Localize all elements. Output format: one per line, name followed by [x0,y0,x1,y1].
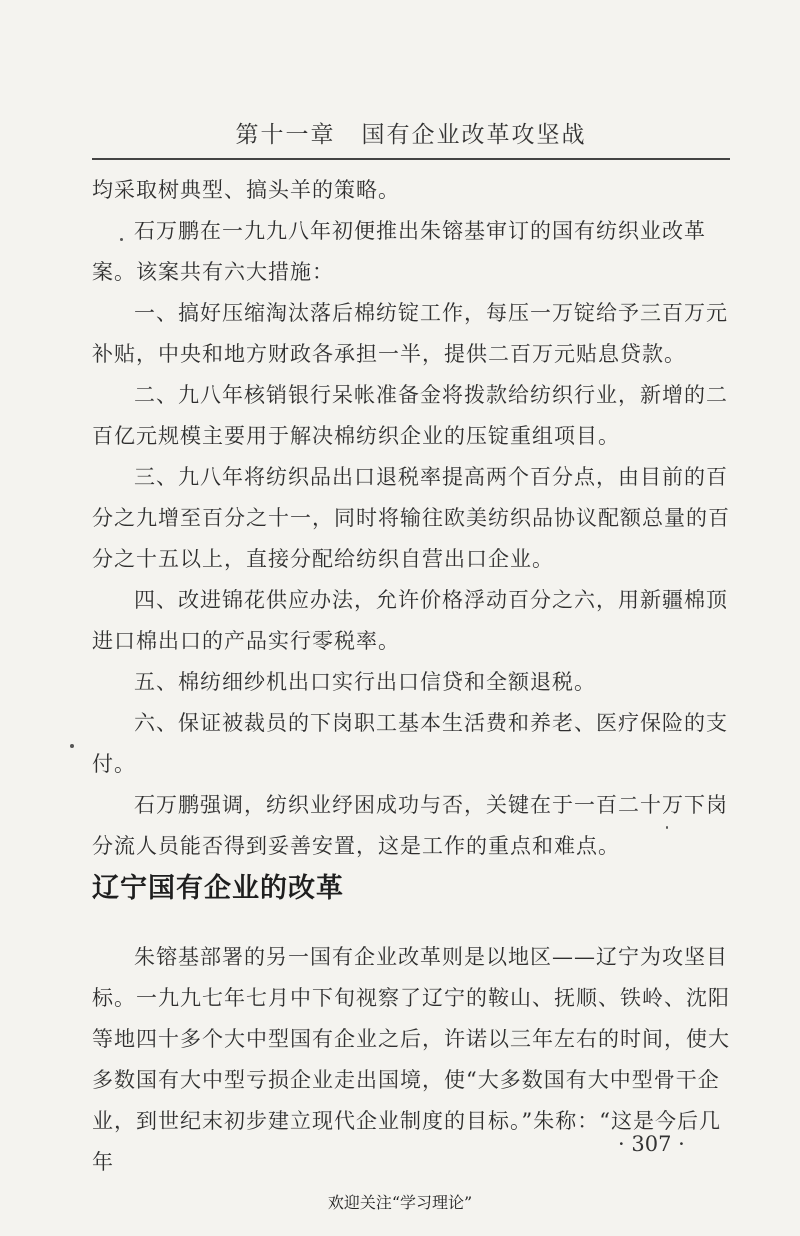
section-heading: 辽宁国有企业的改革 [92,873,344,904]
paragraph-measure-3: 三、九八年将纺织品出口退税率提高两个百分点，由目前的百分之九增至百分之十一，同时将输往欧美纺织品协议配额总量的百分之十五以上，直接分配给纺织自营出口企业。 [92,465,730,571]
header-rule [92,158,730,160]
body-text-top [92,170,732,867]
paragraph-measure-2: 二、九八年核销银行呆帐准备金将拨款给纺织行业，新增的二百亿元规模主要用于解决棉纺织企业的压锭重组项目。 [92,383,728,448]
footer-note: 欢迎关注“学习理论” [327,1193,473,1212]
paragraph-measure-6: 六、保证被裁员的下岗职工基本生活费和养老、医疗保险的支付。 [92,711,728,776]
paragraph: 石万鹏强调，纺织业纾困成功与否，关键在于一百二十万下岗分流人员能否得到妥善安置，这是工作的重点和难点。 [92,793,728,858]
paragraph-measure-4: 四、改进锦花供应办法，允许价格浮动百分之六，用新疆棉顶进口棉出口的产品实行零税率。 [92,588,728,653]
paragraph-measure-5: 五、棉纺细纱机出口实行出口信贷和全额退税。 [134,670,596,694]
paragraph-measure-1: 一、搞好压缩淘汰落后棉纺锭工作，每压一万锭给予三百万元补贴，中央和地方财政各承担一半，提供二百万元贴息贷款。 [92,301,728,366]
running-header [92,116,730,149]
paragraph: 朱镕基部署的另一国有企业改革则是以地区——辽宁为攻坚目标。一九九七年七月中下旬视察了辽宁的鞍山、抚顺、铁岭、沈阳等地四十多个大中型国有企业之后，许诺以三年左右的时间，使大多数国有大中型亏损企业走出国境，使“大多数国有大中型骨干企业，到世纪末初步建立现代企业制度的目标。”朱称：“这是今后几年 [92,945,730,1174]
scan-speck [120,238,123,241]
scan-speck [70,744,74,748]
paragraph-continuation: 均采取树典型、搞头羊的策略。 [92,178,400,202]
scan-speck [666,826,668,829]
chapter-label: 第十一章 [235,122,336,148]
page-number: · 307 · [618,1132,685,1156]
chapter-title: 国有企业改革攻坚战 [361,122,587,148]
paragraph: 石万鹏在一九九八年初便推出朱镕基审订的国有纺织业改革案。该案共有六大措施： [92,219,706,284]
